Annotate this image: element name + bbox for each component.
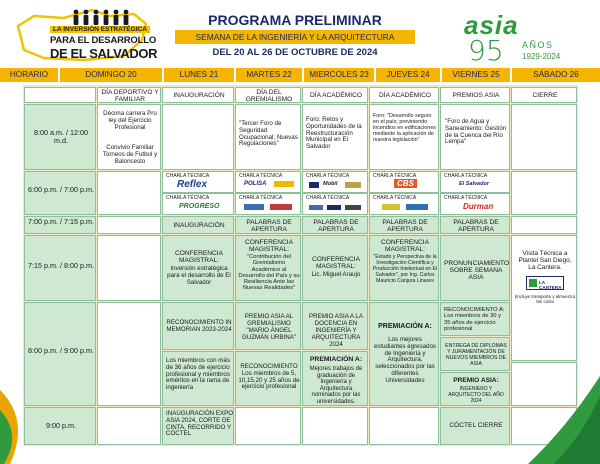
domingo-night [97,407,161,445]
charla-martes-2: CHARLA TÉCNICA [235,193,301,215]
charla-miercoles-1: CHARLA TÉCNICA Mobil [302,171,368,193]
charla-viernes-2: CHARLA TÉCNICA Durman [440,193,510,215]
asia-years-range: 1929-2024 [522,52,561,61]
jueves-apertura: PALABRAS DE APERTURA [369,216,439,234]
charla-jueves-2: CHARLA TÉCNICA [369,193,439,215]
jueves-conferencia: CONFERENCIA MAGISTRAL: "Estado y Perspectiva de la Investigación Científica y Producción Intelectual en El Salvador", por Ing. Carlos Mauricio Canjura Linares [369,235,439,301]
viernes-coctel: CÓCTEL CIERRE [440,407,510,445]
sponsor-logo [382,204,400,210]
column-header-jueves: JUEVES 24 [376,68,440,82]
miercoles-apertura: PALABRAS DE APERTURA [302,216,368,234]
time-cell-night: 9:00 p.m. [24,407,96,445]
viernes-apertura: PALABRAS DE APERTURA [440,216,510,234]
time-cell-charlas: 6:00 p.m. / 7:00 p.m. [24,171,96,215]
viernes-reconocimiento-30: RECONOCIMIENTO A: Los miembros de 30 y 35 años de ejercicio profesional [440,302,510,336]
sponsor-logo [406,204,428,210]
sabado-apertura [511,216,577,234]
jueves-night [369,407,439,445]
progreso-logo: PROGRESO [179,203,220,210]
page-subtitle: SEMANA DE LA INGENIERÍA Y LA ARQUITECTURA [175,30,415,44]
decorative-swoosh-left [0,380,60,464]
subheader-martes: DÍA DEL GREMIALISMO [235,87,301,103]
viernes-morning [440,104,510,170]
viernes-pronunciamiento: PRONUNCIAMIENTO SOBRE SEMANA ASIA [440,235,510,301]
subheader-jueves: DÍA ACADÉMICO [369,87,439,103]
foro-incendios-event: Foro: "Desarrollo seguro en el país; previniendo incendios en edificaciones mediante la aplicación de nuestra legislación" [373,113,436,143]
column-header-viernes: VIERNES 25 [442,68,510,82]
column-header-martes: MARTES 22 [236,68,302,82]
subheader-sabado: CIERRE [511,87,577,103]
logo-line-2: PARA EL DESARROLLO [50,35,157,46]
sponsor-logo [345,182,361,188]
jueves-morning [369,104,439,170]
domingo-charlas [97,171,161,215]
martes-apertura: PALABRAS DE APERTURA [235,216,301,234]
el-salvador-sponsor-logo: El Salvador [459,181,489,187]
martes-night [235,407,301,445]
program-dates: DEL 20 AL 26 DE OCTUBRE DE 2024 [212,47,378,58]
lunes-conferencia: CONFERENCIA MAGISTRAL: Inversión estratégica para el desarrollo de El Salvador [162,235,234,301]
subheader-empty [24,87,96,103]
asia-95-number: 95 [468,34,504,67]
sponsor-logo [274,181,294,187]
asia-wordmark: asia [464,10,519,40]
reflex-logo: Reflex [177,179,208,190]
time-cell-apertura: 7:00 p.m. / 7:15 p.m. [24,216,96,234]
visita-note: (Incluye transporte y almuerzo) Sin costo [514,294,576,304]
durman-logo: Durman [463,202,494,211]
lunes-memoriam: RECONOCIMIENTO IN MEMORIAN 2023-2024 [162,302,234,350]
logo-line-3: DE EL SALVADOR [50,46,158,61]
asia-95-logo [456,10,586,66]
sponsor-logo [270,204,292,210]
martes-premio-gremialismo: PREMIO ASIA AL GREMIALISMO "MARIO ÁNGEL GUZMÁN URBINA" [235,302,301,350]
time-cell-reconocimientos: 8:00 p.m. / 9:00 p.m. [24,302,96,406]
polisa-logo: POLISA [244,181,267,187]
charla-miercoles-2: CHARLA TÉCNICA [302,193,368,215]
domingo-conferencia [97,235,161,301]
charla-viernes-1: CHARLA TÉCNICA El Salvador [440,171,510,193]
subheader-miercoles: DÍA ACADÉMICO [302,87,368,103]
page-title: PROGRAMA PRELIMINAR [208,12,382,28]
charla-jueves-1: CHARLA TÉCNICA CBS [369,171,439,193]
viernes-premio-asia: PREMIO ASIA: INGENIERO Y ARQUITECTO DEL AÑO 2024 [440,372,510,406]
miercoles-premiacion: PREMIACIÓN A: Mejores trabajos de graduación de Ingeniería y Arquitectura nominados por las universidades. [302,351,368,406]
martes-conferencia: CONFERENCIA MAGISTRAL: "Contribución del Gremialismo Académico al Desarrollo del País y su Resiliencia Ante las Nuevas Realidades" [235,235,301,301]
column-header-sabado: SÁBADO 26 [512,68,600,82]
sabado-morning [511,104,577,170]
subheader-domingo: DÍA DEPORTIVO Y FAMILIAR [97,87,161,103]
domingo-reconocimientos [97,302,161,406]
foro-agua-event: "Foro de Agua y Saneamiento: Gestión de la Cuenca del Río Lempa" [445,118,507,146]
lunes-expo: INAUGURACIÓN EXPO ASIA 2024, CORTE DE CINTA, RECORRIDO Y CÓCTEL [162,407,234,445]
column-header-miercoles: MIERCOLES 23 [304,68,374,82]
subheader-lunes: INAUGURACIÓN [162,87,234,103]
asia-years-label: AÑOS [522,40,554,50]
martes-morning [235,104,301,170]
sponsor-logo [345,205,361,210]
mobil-logo: Mobil [323,181,338,187]
miercoles-night [302,407,368,445]
miercoles-premio-docencia: PREMIO ASIA A LA DOCENCIA EN INGENIERÍA Y ARQUITECTURA 2024 [302,302,368,350]
decorative-swoosh-right [508,376,600,464]
la-cantera-logo: LA CANTERA [526,276,564,290]
foro-seguridad-event: "Tercer Foro de Seguridad Ocupacional; Nuevas Regulaciones" [239,120,298,148]
lunes-reconocimiento-36: Los miembros con más de 36 años de ejercicio profesional y miembros eméritos en la rama de ingeniería [162,351,234,406]
charla-lunes-2: CHARLA TÉCNICA PROGRESO [162,193,234,215]
lunes-morning [162,104,234,170]
column-header-domingo: DOMINGO 20 [60,68,162,82]
lunes-inauguracion: INAUGURACIÓN [162,216,234,234]
sponsor-logo [309,205,323,210]
organizer-logo [14,6,164,66]
subheader-viernes: PREMIOS ASIA [440,87,510,103]
carrera-event: Décima carrera Pro ley del Ejercicio Profesional [103,110,157,131]
time-cell-conferencia: 7:15 p.m. / 8:00 p.m. [24,235,96,301]
viernes-diplomas: ENTREGA DE DIPLOMAS Y JURAMENTACIÓN DE NUEVOS MIEMBROS DE ASIA [440,337,510,371]
logo-line-1: LA INVERSIÓN ESTRATÉGICA [50,26,150,33]
sponsor-logo [327,205,341,210]
column-header-lunes: LUNES 21 [164,68,234,82]
domingo-morning [97,104,161,170]
sabado-visita-tecnica [511,235,577,361]
sabado-charlas [511,171,577,215]
miercoles-morning [302,104,368,170]
cbs-logo: CBS [394,179,417,188]
domingo-apertura [97,216,161,234]
column-header-horario: HORARIO [0,68,58,82]
martes-reconocimiento-anos: RECONOCIMIENTO Los miembros de 5, 10,15,20 y 25 años de ejercicio profesional [235,351,301,406]
sponsor-logo [309,182,319,188]
foro-municipal-event: Foro: Retos y Oportunidades de la Reestructuración Municipal en El Salvador [306,116,362,151]
convivio-event: Convivio Familiar Torneos de Futbol y Baloncesto [102,144,158,165]
miercoles-conferencia: CONFERENCIA MAGISTRAL: Lic. Miguel Araujo [302,235,368,301]
sponsor-logo [244,204,264,210]
visita-tecnica-text: Visita Técnica a Plantel San Diego, La Cantera. [518,250,572,271]
program-title-block [170,12,420,58]
charla-lunes-1: CHARLA TÉCNICA Reflex [162,171,234,193]
charla-martes-1: CHARLA TÉCNICA POLISA [235,171,301,193]
jueves-premiacion: PREMIACIÓN A: Los mejores estudiantes egresados de Ingeniería y Arquitectura, seleccionados por las diferentes Universidades [369,302,439,406]
time-cell-morning: 8:00 a.m. / 12:00 m.d. [24,104,96,170]
